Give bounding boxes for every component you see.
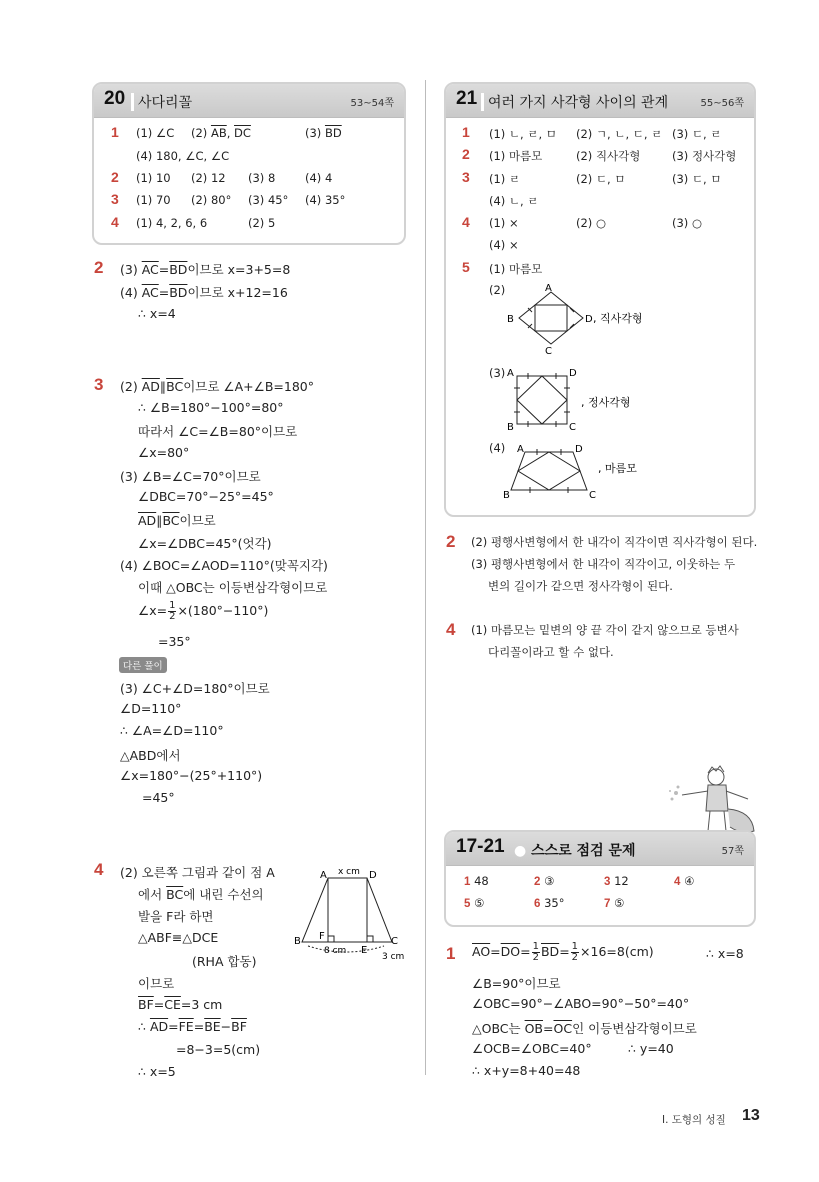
card-title: 여러 가지 사각형 사이의 관계 [488, 95, 669, 111]
card-pages: 57쪽 [721, 846, 744, 857]
solution-line: ∴ ∠B=180°−100°=80° [138, 400, 284, 415]
solution-number: 4 [446, 620, 456, 639]
fraction: $\frac{1}{2}$ [532, 941, 539, 963]
answer: (2) ㄱ, ㄴ, ㄷ, ㄹ [576, 127, 663, 141]
answer: (4) × [489, 238, 519, 252]
item-number: 3 [462, 169, 470, 185]
label-3cm: 3 cm [382, 952, 405, 962]
solution-line: ∴ x=4 [138, 306, 176, 321]
answer: (1) 마름모 [489, 149, 543, 163]
card-pages: 55~56쪽 [700, 98, 744, 109]
label-a: A [507, 368, 514, 379]
answer: 6 35° [534, 896, 565, 910]
label-a: A [320, 870, 327, 881]
solution-number: 1 [446, 944, 456, 963]
solution-line: $\overline{BF}=\overline{CE}=3$ cm [138, 997, 223, 1012]
solution-line: (3) $\overline{AC}=\overline{BD}$이므로 x=3+5=8 [120, 262, 291, 277]
item-number: 1 [111, 124, 119, 140]
solution-line: (2) 평행사변형에서 한 내각이 직각이면 직사각형이 된다. [471, 535, 758, 549]
solution-line: △OBC는 $\overline{OB}=\overline{OC}$인 이등변삼각형이므로 [472, 1021, 697, 1036]
answer: (4) 180, ∠C, ∠C [136, 149, 230, 163]
answer: (1) × [489, 216, 519, 230]
solution-line: (1) 마름모는 밑변의 양 끝 각이 같지 않으므로 등변사 [471, 623, 739, 637]
solution-line: ∴ $\overline{AD}=\overline{FE}=\overline{BE}-\overline{BF}$ [138, 1019, 247, 1034]
answer-card-21 [444, 82, 756, 517]
answer: (2) 12 [191, 171, 226, 185]
answer: (3) $\overline{BD}$ [305, 126, 342, 140]
label-c: C [391, 936, 398, 947]
answer: (4) 35° [305, 193, 346, 207]
solution-line: $\overline{AD}\parallel\overline{BC}$이므로 [138, 513, 216, 528]
fraction: $\frac{1}{2}$ [169, 600, 176, 622]
figure-label: (2) [489, 283, 506, 297]
figure-caption: , 마름모 [598, 462, 637, 475]
solution-line: =45° [142, 790, 175, 805]
solution-line: (3) 평행사변형에서 한 내각이 직각이고, 이웃하는 두 [471, 557, 736, 571]
answer: (1) ∠C [136, 126, 175, 140]
answer: (3) 45° [248, 193, 289, 207]
label-c: C [545, 346, 552, 354]
item-number: 5 [462, 259, 470, 275]
solution-line: ∠B=90°이므로 [472, 976, 561, 991]
figure-caption: , 정사각형 [581, 396, 631, 409]
answer: (3) 정사각형 [672, 149, 737, 163]
rhombus-in-trapezoid-figure [501, 442, 691, 502]
item-number: 2 [462, 146, 470, 162]
solution-line: (RHA 합동) [192, 954, 257, 969]
solution-line: =35° [158, 634, 191, 649]
answer-card-20 [92, 82, 406, 245]
label-x-cm: x cm [338, 867, 360, 877]
answer: (2) ㄷ, ㅁ [576, 172, 626, 186]
item-number: 2 [111, 169, 119, 185]
page-number: 13 [742, 1107, 760, 1124]
answer: (1) ㄴ, ㄹ, ㅁ [489, 127, 557, 141]
label-a: A [517, 444, 524, 455]
trapezoid-figure [290, 862, 410, 962]
label-e: E [361, 945, 368, 956]
solution-line: (4) ∠BOC=∠AOD=110°(맞꼭지각) [120, 558, 328, 573]
answer: (1) ㄹ [489, 172, 521, 186]
answer: (3) ㄷ, ㄹ [672, 127, 722, 141]
solution-line: (3) ∠B=∠C=70°이므로 [120, 469, 261, 484]
figure-label: (4) [489, 441, 506, 455]
header-divider [481, 93, 484, 111]
label-8cm: 8 cm [324, 946, 347, 956]
solution-line: ∠D=110° [120, 701, 182, 716]
solution-line: 다리꼴이라고 할 수 없다. [488, 645, 614, 659]
solution-line: ∴ x=5 [138, 1064, 176, 1079]
label-c: C [569, 422, 576, 432]
answer: 4 ④ [674, 874, 695, 888]
solution-line: ∴ ∠A=∠D=110° [120, 723, 224, 738]
answer: (2) ○ [576, 216, 606, 230]
square-in-square-figure [501, 366, 691, 432]
fraction: $\frac{1}{2}$ [571, 941, 579, 963]
solution-line: ∴ x=8 [706, 946, 744, 961]
wizard-character-illustration [668, 765, 760, 839]
alt-solution-tag: 다른 풀이 [119, 657, 167, 673]
solution-line: 발을 F라 하면 [138, 909, 214, 924]
label-d: D [369, 870, 377, 881]
solution-number: 4 [94, 860, 104, 879]
solution-line: ∠DBC=70°−25°=45° [138, 489, 274, 504]
label-d: D [575, 444, 583, 455]
label-c: C [589, 490, 596, 501]
solution-line: (3) ∠C+∠D=180°이므로 [120, 681, 270, 696]
solution-line: ∠x= $\frac{1}{2}$ ×(180°−110°) [138, 600, 269, 622]
solution-line: $\overline{AO}=\overline{DO}=$ $\frac{1}{2}$ $\overline{BD}=$ $\frac{1}{2}$ ×16=8(cm) [472, 941, 654, 963]
column-divider [425, 80, 426, 1075]
solution-line: △ABD에서 [120, 748, 181, 763]
solution-line: ∠OCB=∠OBC=40° [472, 1041, 592, 1056]
solution-line: ∴ x+y=8+40=48 [472, 1063, 581, 1078]
card-header [446, 84, 754, 118]
answer: (2) 5 [248, 216, 276, 230]
solution-line: (2) $\overline{AD}\parallel\overline{BC}$이므로 ∠A+∠B=180° [120, 379, 315, 394]
item-number: 1 [462, 124, 470, 140]
answer: 2 ③ [534, 874, 555, 888]
label-b: B [294, 936, 301, 947]
solution-line: 이므로 [138, 976, 175, 991]
answer: (1) 마름모 [489, 262, 543, 276]
solution-line: =8−3=5(cm) [176, 1042, 261, 1057]
solution-line: (2) 오른쪽 그림과 같이 점 A [120, 865, 275, 880]
answer: (2) 80° [191, 193, 232, 207]
solution-number: 2 [94, 258, 104, 277]
label-d: D [569, 368, 577, 379]
answer: 7 ⑤ [604, 896, 625, 910]
card-header [446, 832, 754, 866]
card-header [94, 84, 404, 118]
card-number: 17-21 [456, 836, 505, 857]
label-d: D [585, 314, 593, 325]
solution-line: ∠x=∠DBC=45°(엇각) [138, 536, 272, 551]
label-f: F [319, 931, 325, 942]
answer: (2) 직사각형 [576, 149, 641, 163]
solution-line: (4) $\overline{AC}=\overline{BD}$이므로 x+12=16 [120, 285, 288, 300]
item-number: 4 [111, 214, 119, 230]
card-title: 사다리꼴 [138, 95, 193, 111]
answer: (4) ㄴ, ㄹ [489, 194, 539, 208]
solution-line: 에서 $\overline{BC}$에 내린 수선의 [138, 887, 264, 902]
answer: (3) ○ [672, 216, 702, 230]
answer: 3 12 [604, 874, 629, 888]
card-number: 21 [456, 88, 478, 109]
card-title: ● 스스로 점검 문제 [514, 843, 636, 859]
label-a: A [545, 283, 552, 294]
answer: (1) 4, 2, 6, 6 [136, 216, 208, 230]
answer: (3) ㄷ, ㅁ [672, 172, 722, 186]
answer: 5 ⑤ [464, 896, 485, 910]
solution-line: 이때 △OBC는 이등변삼각형이므로 [138, 580, 328, 595]
solution-line: ∴ y=40 [628, 1041, 674, 1056]
solution-line: ∠x=80° [138, 445, 190, 460]
answer-card-17-21 [444, 830, 756, 927]
label-b: B [507, 314, 514, 325]
solution-number: 2 [446, 532, 456, 551]
solution-line: 따라서 ∠C=∠B=80°이므로 [138, 424, 298, 439]
solution-line: ∠x=180°−(25°+110°) [120, 768, 263, 783]
answer: (3) 8 [248, 171, 276, 185]
solution-line: △ABF≡△DCE [138, 930, 219, 945]
card-number: 20 [104, 88, 126, 109]
item-number: 4 [462, 214, 470, 230]
answer: (1) 70 [136, 193, 171, 207]
header-divider [131, 93, 134, 111]
solution-number: 3 [94, 375, 104, 394]
figure-caption: , 직사각형 [593, 312, 643, 325]
chapter-label: Ⅰ. 도형의 성질 [662, 1114, 726, 1126]
label-b: B [503, 490, 510, 501]
solution-line: ∠OBC=90°−∠ABO=90°−50°=40° [472, 996, 690, 1011]
answer: (2) $\overline{AB}$, $\overline{DC}$ [191, 126, 251, 140]
answer: (4) 4 [305, 171, 333, 185]
solution-line: 변의 길이가 같으면 정사각형이 된다. [488, 579, 673, 593]
label-b: B [507, 422, 514, 432]
answer: (1) 10 [136, 171, 171, 185]
item-number: 3 [111, 191, 119, 207]
figure-label: (3) [489, 366, 506, 380]
answer: 1 48 [464, 874, 489, 888]
rectangle-in-rhombus-figure [501, 282, 691, 354]
card-pages: 53~54쪽 [350, 98, 394, 109]
